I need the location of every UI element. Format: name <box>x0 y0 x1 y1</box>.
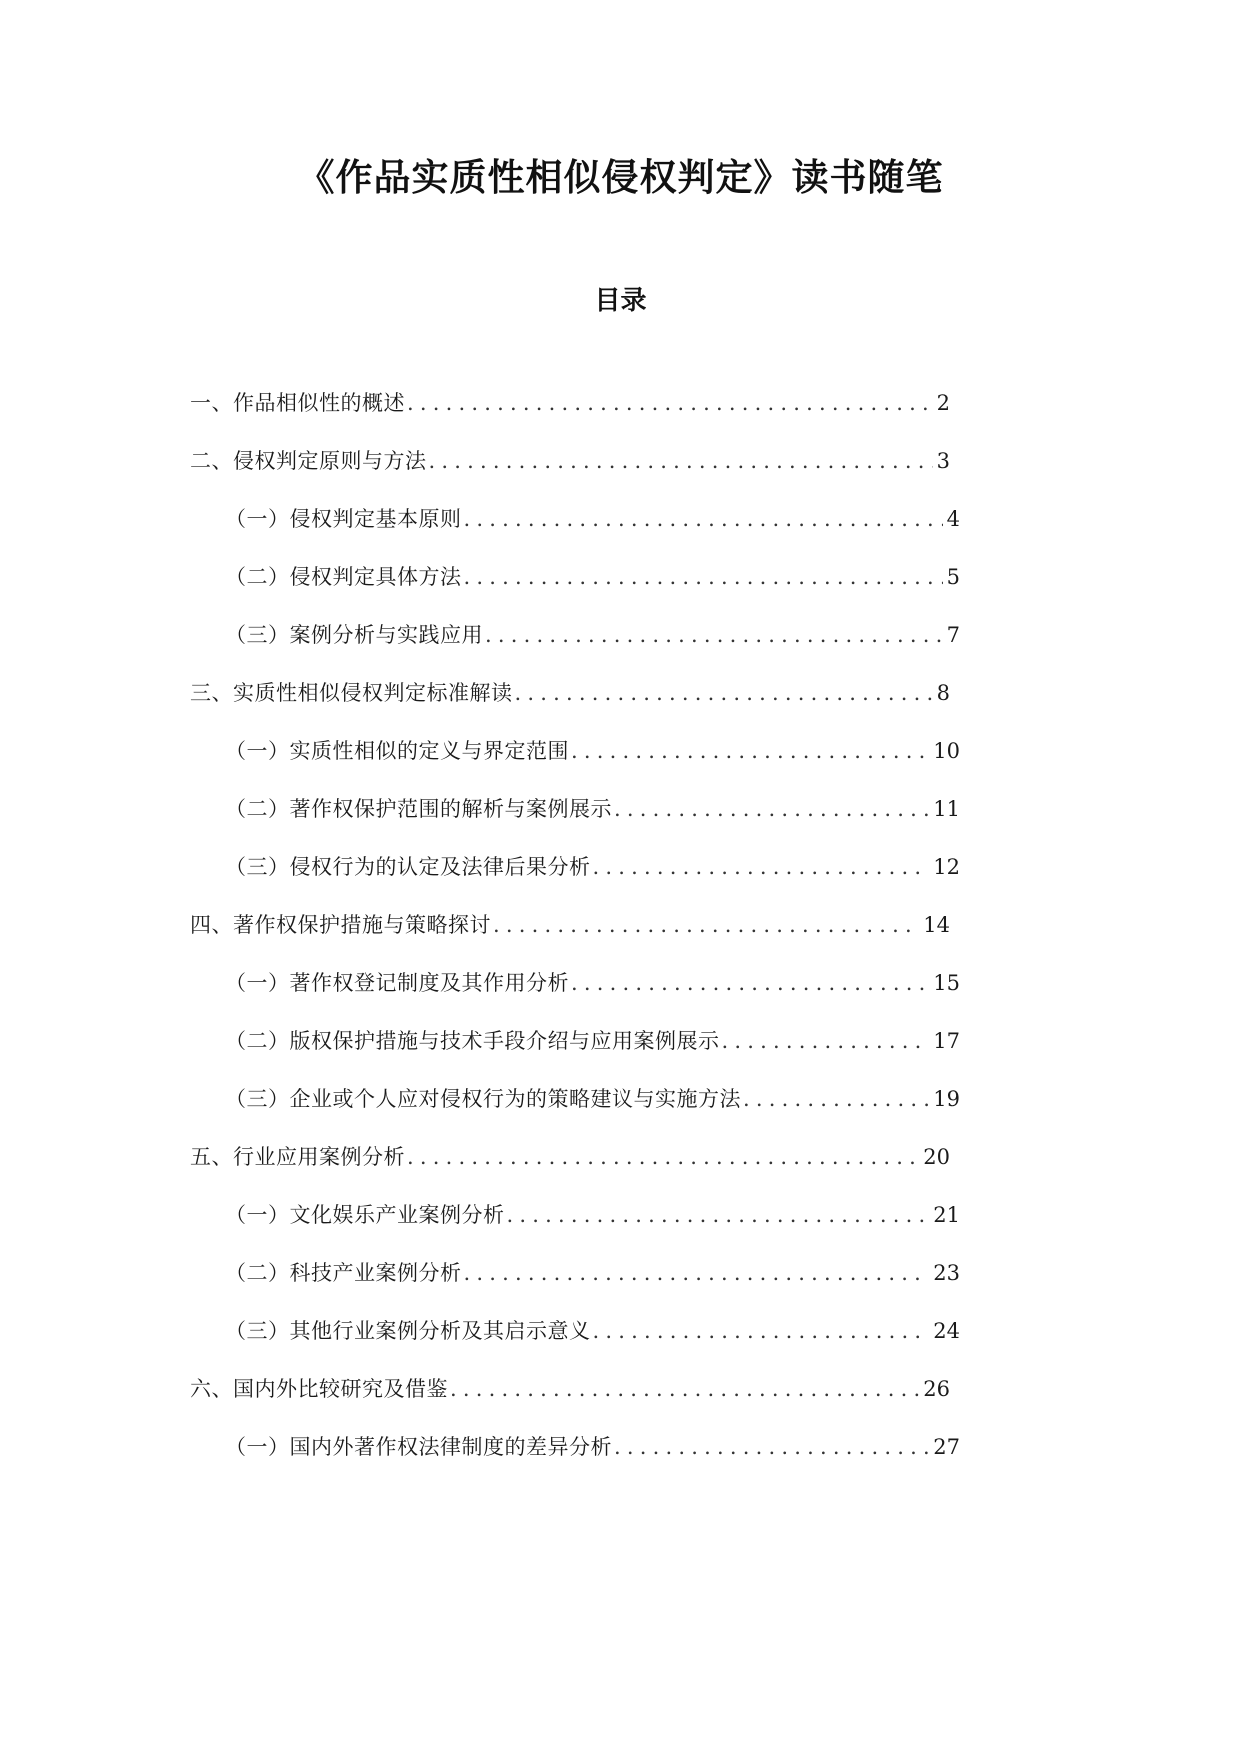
toc-entry-page: 17 <box>933 1029 960 1053</box>
toc-heading: 目录 <box>594 286 647 316</box>
toc-entry[interactable] <box>190 444 950 478</box>
toc-entry-label: （二）侵权判定具体方法 <box>225 565 462 589</box>
toc-subentry[interactable] <box>225 1198 960 1232</box>
toc-entry[interactable] <box>190 908 950 942</box>
toc-entry-label: （二）著作权保护范围的解析与案例展示 <box>225 797 612 821</box>
toc-dot-leader <box>515 676 933 710</box>
toc-dot-leader <box>614 792 929 826</box>
toc-subentry[interactable] <box>225 1314 960 1348</box>
toc-entry-page: 20 <box>923 1145 950 1169</box>
toc-entry-page: 3 <box>936 449 950 473</box>
toc-entry-page: 23 <box>933 1261 960 1285</box>
toc-dot-leader <box>507 1198 930 1232</box>
toc-entry-label: （三）企业或个人应对侵权行为的策略建议与实施方法 <box>225 1087 741 1111</box>
toc-entry-label: 四、著作权保护措施与策略探讨 <box>190 913 491 937</box>
toc-entry-page: 15 <box>933 971 960 995</box>
toc-dot-leader <box>407 1140 919 1174</box>
toc-entry-label: （一）实质性相似的定义与界定范围 <box>225 739 569 763</box>
toc-entry-label: 二、侵权判定原则与方法 <box>190 449 427 473</box>
toc-entry[interactable] <box>190 676 950 710</box>
toc-subentry[interactable] <box>225 734 960 768</box>
toc-dot-leader <box>464 502 943 536</box>
toc-entry-label: （二）科技产业案例分析 <box>225 1261 462 1285</box>
toc-entry[interactable] <box>190 1372 950 1406</box>
toc-entry-label: 五、行业应用案例分析 <box>190 1145 405 1169</box>
toc-dot-leader <box>429 444 933 478</box>
toc-subentry[interactable] <box>225 966 960 1000</box>
toc-subentry[interactable] <box>225 850 960 884</box>
toc-dot-leader <box>614 1430 929 1464</box>
toc-entry-page: 7 <box>946 623 960 647</box>
toc-entry-page: 2 <box>936 391 950 415</box>
toc-subentry[interactable] <box>225 560 960 594</box>
toc-dot-leader <box>593 1314 930 1348</box>
toc-entry-page: 5 <box>946 565 960 589</box>
toc-entry-page: 26 <box>923 1377 950 1401</box>
toc-entry-label: （一）侵权判定基本原则 <box>225 507 462 531</box>
toc-subentry[interactable] <box>225 1024 960 1058</box>
toc-entry-page: 19 <box>933 1087 960 1111</box>
toc-entry-page: 27 <box>933 1435 960 1459</box>
document-title: 《作品实质性相似侵权判定》读书随笔 <box>297 156 944 199</box>
toc-dot-leader <box>571 734 929 768</box>
toc-entry-page: 24 <box>933 1319 960 1343</box>
toc-subentry[interactable] <box>225 618 960 652</box>
toc-entry-page: 14 <box>923 913 950 937</box>
toc-dot-leader <box>464 1256 930 1290</box>
toc-entry-label: 三、实质性相似侵权判定标准解读 <box>190 681 513 705</box>
toc-entry-label: （一）著作权登记制度及其作用分析 <box>225 971 569 995</box>
toc-dot-leader <box>593 850 930 884</box>
toc-subentry[interactable] <box>225 792 960 826</box>
toc-dot-leader <box>722 1024 930 1058</box>
toc-entry-label: 六、国内外比较研究及借鉴 <box>190 1377 448 1401</box>
toc-dot-leader <box>571 966 929 1000</box>
toc-entry-label: （三）侵权行为的认定及法律后果分析 <box>225 855 591 879</box>
toc-entry-page: 21 <box>933 1203 960 1227</box>
toc-entry-label: （二）版权保护措施与技术手段介绍与应用案例展示 <box>225 1029 720 1053</box>
toc-entry[interactable] <box>190 1140 950 1174</box>
toc-entry-page: 4 <box>946 507 960 531</box>
toc-entry-label: （一）文化娱乐产业案例分析 <box>225 1203 505 1227</box>
toc-entry-label: （一）国内外著作权法律制度的差异分析 <box>225 1435 612 1459</box>
toc-entry-page: 10 <box>933 739 960 763</box>
toc-entry-label: （三）案例分析与实践应用 <box>225 623 483 647</box>
toc-entry-page: 12 <box>933 855 960 879</box>
toc-entry[interactable] <box>190 386 950 420</box>
toc-entry-page: 8 <box>936 681 950 705</box>
toc-dot-leader <box>485 618 943 652</box>
toc-dot-leader <box>464 560 943 594</box>
toc-subentry[interactable] <box>225 1256 960 1290</box>
toc-dot-leader <box>493 908 919 942</box>
toc-entry-label: 一、作品相似性的概述 <box>190 391 405 415</box>
toc-dot-leader <box>743 1082 929 1116</box>
toc-dot-leader <box>450 1372 919 1406</box>
toc-subentry[interactable] <box>225 1430 960 1464</box>
toc-subentry[interactable] <box>225 1082 960 1116</box>
toc-dot-leader <box>407 386 933 420</box>
toc-entry-page: 11 <box>933 797 960 821</box>
toc-subentry[interactable] <box>225 502 960 536</box>
toc-entry-label: （三）其他行业案例分析及其启示意义 <box>225 1319 591 1343</box>
